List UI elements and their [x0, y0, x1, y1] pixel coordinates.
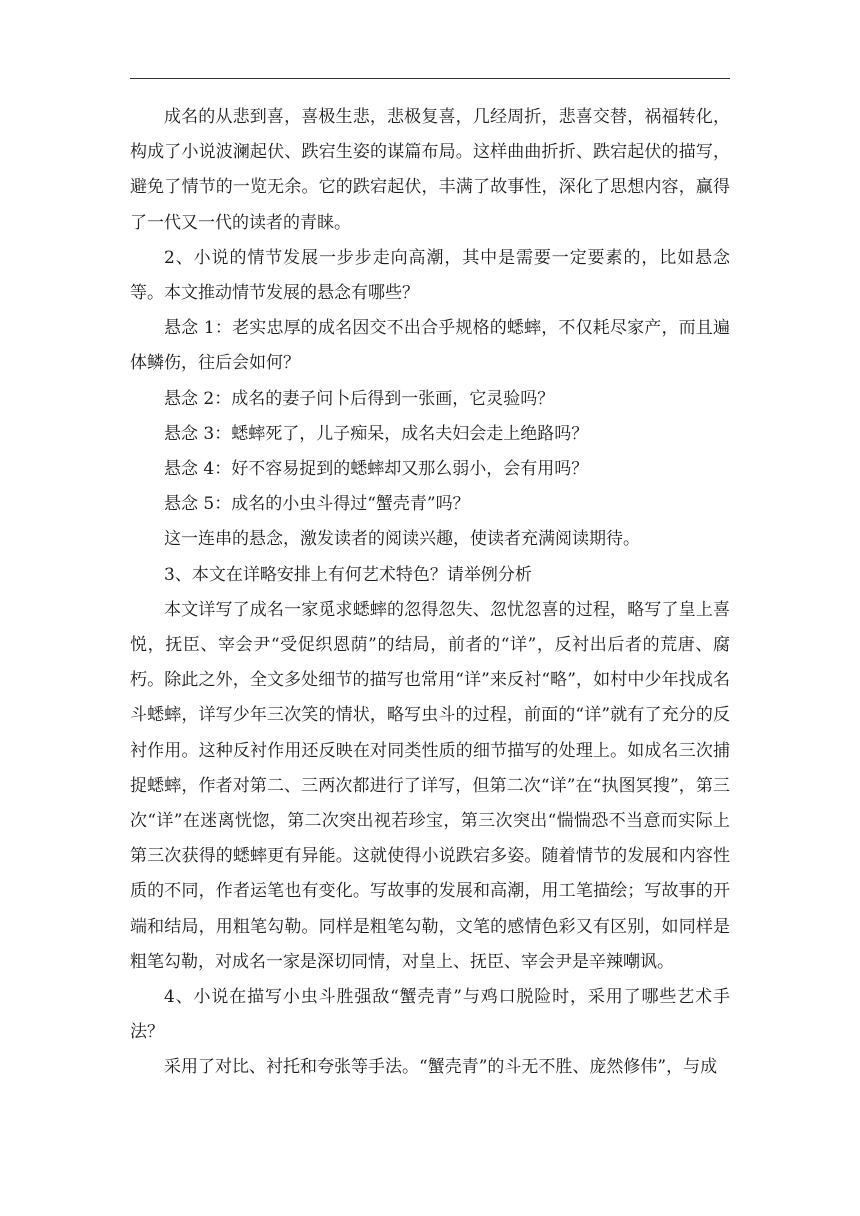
question-4: 4、小说在描写小虫斗胜强敌“蟹壳青”与鸡口脱险时，采用了哪些艺术手法？ [130, 987, 730, 1043]
header-rule [130, 78, 730, 79]
paragraph-plot-summary: 成名的从悲到喜，喜极生悲，悲极复喜，几经周折，悲喜交替，祸福转化，构成了小说波澜起伏、跌宕生姿的谋篇布局。这样曲曲折折、跌宕起伏的描写，避免了情节的一览无余。它的跌宕起伏，丰满了故事性，深化了思想内容，赢得了一代又一代的读者的青睐。 [130, 107, 730, 233]
question-3: 3、本文在详略安排上有何艺术特色？请举例分析 [164, 564, 532, 585]
suspense-summary: 这一连串的悬念，激发读者的阅读兴趣，使读者充满阅读期待。 [164, 529, 640, 550]
answer-3: 本文详写了成名一家觅求蟋蟀的忽得忽失、忽忧忽喜的过程，略写了皇上喜悦，抚臣、宰会尹“受促织恩荫”的结局，前者的“详”，反衬出后者的荒唐、腐朽。除此之外，全文多处细节的描写也常用“详”来反衬“略”，如村中少年找成名斗蟋蟀，详写少年三次笑的情状，略写虫斗的过程，前面的“详”就有了充分的反衬作用。这种反衬作用还反映在对同类性质的细节描写的处理上。如成名三次捕捉蟋蟀，作者对第二、三两次都进行了详写，但第二次“详”在“执图冥搜”，第三次“详”在迷离恍惚，第二次突出视若珍宝，第三次突出“惴惴恐不当意而实际上第三次获得的蟋蟀更有异能。这就使得小说跌宕多姿。随着情节的发展和内容性质的不同，作者运笔也有变化。写故事的发展和高潮，用工笔描绘；写故事的开端和结局，用粗笔勾勒。同样是粗笔勾勒，文笔的感情色彩又有区别，如同样是粗笔勾勒，对成名一家是深切同情，对皇上、抚臣、宰会尹是辛辣嘲讽。 [130, 599, 730, 972]
suspense-4: 悬念 4：好不容易捉到的蟋蟀却又那么弱小，会有用吗？ [164, 459, 589, 480]
question-2: 2、小说的情节发展一步步走向高潮，其中是需要一定要素的，比如悬念等。本文推动情节发展的悬念有哪些？ [130, 247, 730, 304]
answer-4: 采用了对比、衬托和夸张等手法。“蟹壳青”的斗无不胜、庞然修伟”，与成 [164, 1057, 718, 1078]
suspense-2: 悬念 2：成名的妻子问卜后得到一张画，它灵验吗？ [164, 388, 555, 409]
suspense-3: 悬念 3：蟋蟀死了，儿子痴呆，成名夫妇会走上绝路吗？ [164, 423, 589, 444]
suspense-5: 悬念 5：成名的小虫斗得过“蟹壳青”吗？ [164, 494, 470, 515]
suspense-1: 悬念 1：老实忠厚的成名因交不出合乎规格的蟋蟀，不仅耗尽家产，而且遍体鳞伤，往后会如何？ [130, 318, 730, 374]
document-body [130, 100, 730, 1086]
